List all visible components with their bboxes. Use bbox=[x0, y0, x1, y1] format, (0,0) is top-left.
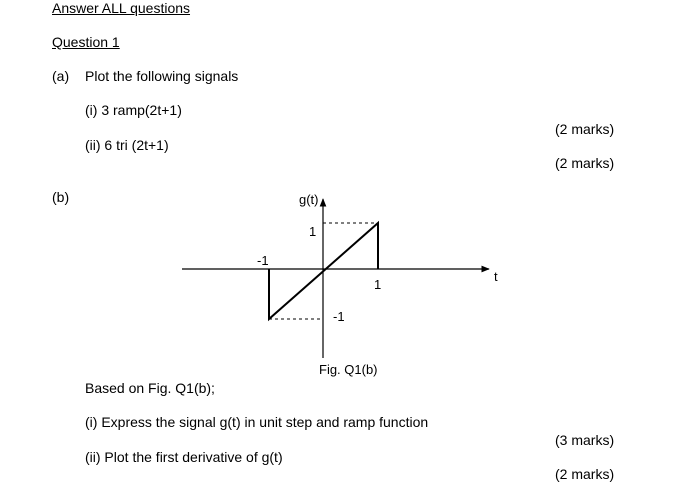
part-a-item-2-marks: (2 marks) bbox=[555, 155, 615, 171]
tick-y-pos: 1 bbox=[309, 224, 317, 239]
tick-y-neg: -1 bbox=[333, 309, 345, 324]
tick-x-neg: -1 bbox=[257, 253, 269, 268]
part-a-prompt: Plot the following signals bbox=[85, 68, 239, 84]
part-b-prompt: Based on Fig. Q1(b); bbox=[85, 380, 215, 396]
part-a-item-1: (i) 3 ramp(2t+1) bbox=[85, 102, 182, 118]
figure-caption: Fig. Q1(b) bbox=[319, 362, 378, 377]
part-a-item-1-marks: (2 marks) bbox=[555, 121, 615, 137]
part-b-item-1-marks: (3 marks) bbox=[555, 432, 615, 448]
y-axis-label: g(t) bbox=[299, 192, 319, 207]
part-b-label: (b) bbox=[52, 189, 70, 205]
tick-x-pos: 1 bbox=[374, 277, 382, 292]
x-axis-label: t bbox=[494, 269, 498, 284]
part-b-item-2: (ii) Plot the first derivative of g(t) bbox=[85, 449, 283, 465]
part-b-item-2-marks: (2 marks) bbox=[555, 466, 615, 482]
question-title: Question 1 bbox=[52, 34, 120, 50]
exam-header: Answer ALL questions bbox=[52, 0, 191, 16]
part-a-label: (a) bbox=[52, 68, 70, 84]
part-b-item-1: (i) Express the signal g(t) in unit step and ramp function bbox=[85, 414, 429, 430]
part-a-item-2: (ii) 6 tri (2t+1) bbox=[85, 137, 169, 153]
